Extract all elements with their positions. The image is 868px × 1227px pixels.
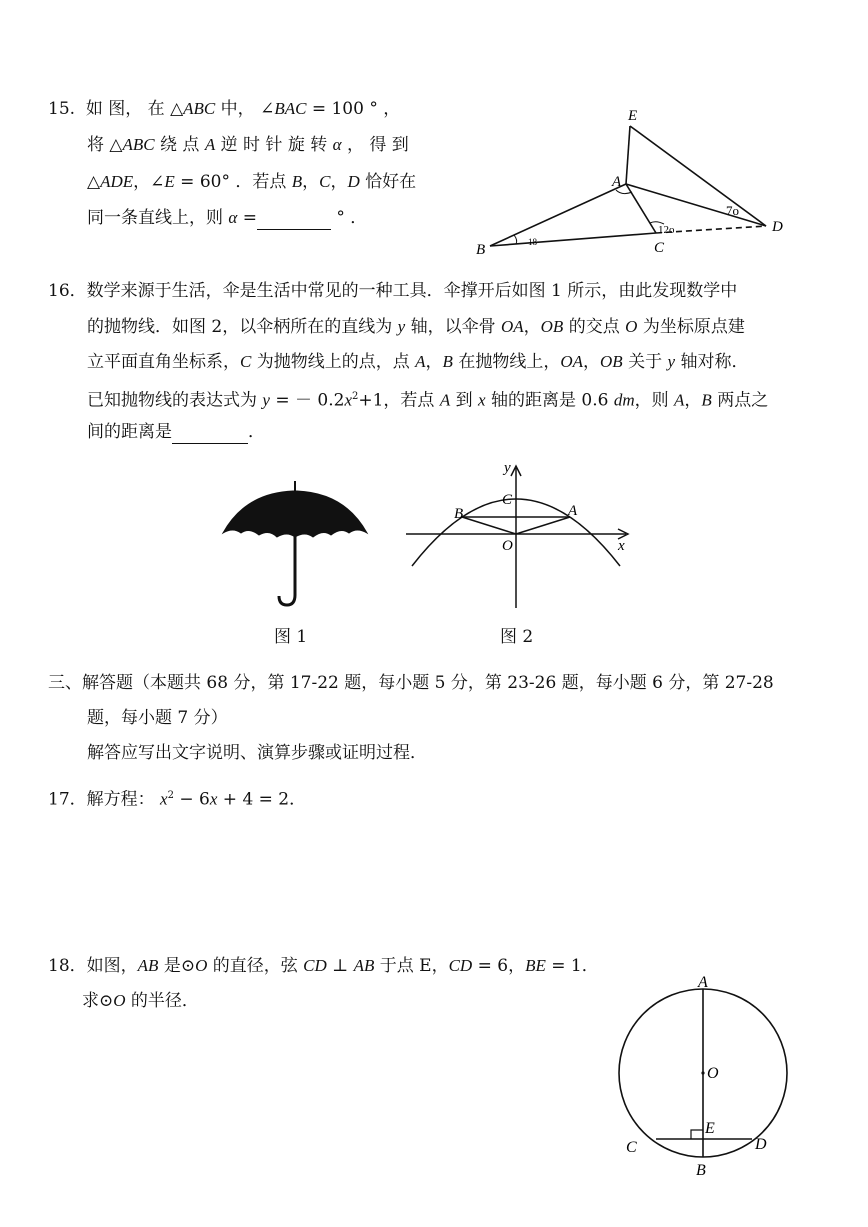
q15-line-2: 将 △ABC 绕 点 A 逆 时 针 旋 转 α ， 得 到 (87, 135, 409, 155)
q18-line-2: 求⊙O 的半径． (82, 991, 199, 1011)
mark-18: 18 (528, 237, 537, 247)
q16-line-1: 16．数学来源于生活，伞是生活中常见的一种工具．伞撑开后如图 1 所示，由此发现数学中 (48, 281, 738, 301)
label-C: C (654, 240, 665, 256)
right-angle-mark (691, 1130, 703, 1139)
mark-70: 7o (726, 203, 739, 218)
q18-line-1: 18．如图，AB 是⊙O 的直径，弦 CD ⊥ AB 于点 E，CD = 6，BE = 1． (48, 956, 599, 976)
label-C: C (502, 492, 513, 508)
q18-number: 18． (48, 956, 87, 976)
label-C: C (626, 1139, 637, 1156)
q17-number: 17． (48, 789, 87, 810)
label-A: A (698, 974, 708, 991)
umbrella-handle (279, 535, 295, 605)
q17-line: 17．解方程： $x^2 - 6x + 4 = 2$． (48, 789, 307, 810)
q16-number: 16． (48, 281, 87, 301)
parabola-figure (400, 462, 640, 614)
section-3-instructions: 解答应写出文字说明、演算步骤或证明过程． (87, 743, 427, 763)
q16-answer-blank[interactable] (172, 421, 248, 444)
q16-line-2: 的抛物线．如图 2，以伞柄所在的直线为 y 轴，以伞骨 OA，OB 的交点 O 为坐标原点建 (87, 317, 745, 337)
mark-120: 12o (658, 224, 675, 236)
q15-line-1: 15. 如 图， 在 △ABC 中， ∠BAC = 100 ° ， (48, 99, 401, 119)
label-O: O (502, 538, 513, 554)
circle-figure (610, 970, 790, 1180)
figure-2-caption: 图 2 (500, 627, 534, 647)
section-3-heading-line-1: 三、解答题（本题共 68 分，第 17-22 题，每小题 5 分，第 23-26 题，每小题 6 分，第 27-28 (48, 673, 774, 693)
q16-line-5: 间的距离是 ． (87, 422, 265, 442)
q15-answer-blank[interactable] (257, 207, 331, 230)
q15-number: 15. (48, 99, 76, 119)
umbrella-figure (215, 475, 375, 615)
q16-line-3: 立平面直角坐标系，C 为抛物线上的点，点 A，B 在抛物线上，OA，OB 关于 y 轴对称． (87, 352, 749, 372)
label-E: E (628, 108, 638, 124)
q16-line-4: 已知抛物线的表达式为 y = － $0.2x^2+1$，若点 A 到 x 轴的距离是 0.6 dm，则 A，B 两点之 (87, 390, 769, 411)
q15-line-4: 同一条直线上，则 α = ° ． (87, 208, 368, 228)
figure-1-caption: 图 1 (274, 627, 308, 647)
segment-ED (630, 126, 766, 226)
center-dot (701, 1071, 704, 1074)
label-D: D (772, 219, 783, 235)
label-O: O (707, 1065, 719, 1082)
q15-line-3: △ADE，∠E = 60° ．若点 B，C，D 恰好在 (87, 172, 417, 192)
segment-OB (462, 517, 516, 534)
segment-OA (516, 517, 570, 534)
angle-arc-B (514, 235, 517, 244)
q15-triangle-figure (470, 100, 800, 260)
section-3-heading-line-2: 题，每小题 7 分） (87, 708, 228, 728)
label-A: A (568, 503, 578, 519)
label-D: D (755, 1136, 767, 1153)
label-y: y (504, 462, 511, 476)
umbrella-canopy (223, 491, 367, 537)
label-E: E (705, 1120, 715, 1137)
segment-EA (626, 126, 630, 184)
label-x: x (618, 538, 625, 554)
label-A: A (612, 174, 622, 190)
label-B: B (696, 1162, 706, 1179)
label-B: B (476, 242, 486, 258)
label-B: B (454, 506, 464, 522)
